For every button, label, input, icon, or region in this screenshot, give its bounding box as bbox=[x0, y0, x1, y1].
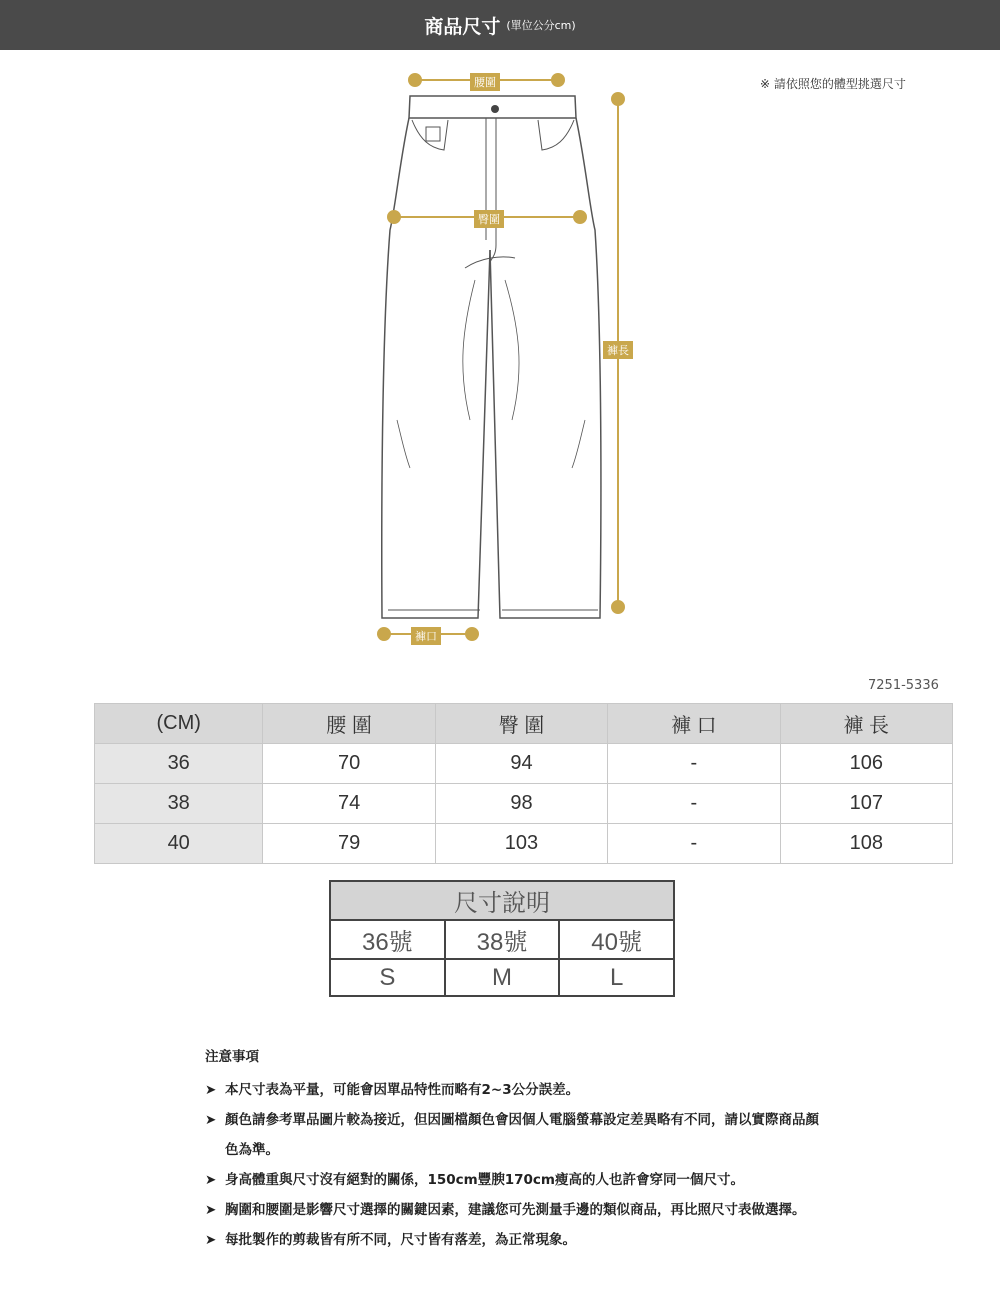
table-cell: 103 bbox=[435, 824, 607, 864]
table-row bbox=[95, 824, 953, 864]
table-row bbox=[330, 920, 674, 959]
table-cell: 74 bbox=[263, 784, 435, 824]
table-cell: 70 bbox=[263, 744, 435, 784]
size-number: 40號 bbox=[559, 920, 674, 959]
arrow-icon: ➤ bbox=[205, 1112, 217, 1128]
header-unit: (單位公分cm) bbox=[506, 19, 576, 32]
list-item bbox=[205, 1165, 825, 1195]
table-row bbox=[330, 959, 674, 996]
table-row bbox=[95, 744, 953, 784]
product-code: 7251-5336 bbox=[868, 678, 939, 693]
col-header: 腰 圍 bbox=[263, 704, 435, 744]
arrow-icon: ➤ bbox=[205, 1232, 217, 1248]
table-cell: 106 bbox=[780, 744, 952, 784]
table-cell: 94 bbox=[435, 744, 607, 784]
size-letter: M bbox=[445, 959, 560, 996]
table-cell: 36 bbox=[95, 744, 263, 784]
note-text: 顏色請參考單品圖片較為接近，但因圖檔顏色會因個人電腦螢幕設定差異略有不同，請以實際商品顏色為準。 bbox=[225, 1112, 819, 1158]
note-text: 身高體重與尺寸沒有絕對的關係，150cm豐腴170cm瘦高的人也許會穿同一個尺寸。 bbox=[225, 1172, 744, 1188]
size-number: 38號 bbox=[445, 920, 560, 959]
list-item bbox=[205, 1105, 825, 1165]
arrow-icon: ➤ bbox=[205, 1172, 217, 1188]
table-cell: 98 bbox=[435, 784, 607, 824]
size-table-header bbox=[95, 704, 953, 744]
size-explain-table bbox=[329, 880, 675, 997]
table-cell: - bbox=[608, 824, 780, 864]
size-number: 36號 bbox=[330, 920, 445, 959]
waist-label: 腰圍 bbox=[470, 73, 500, 91]
arrow-icon: ➤ bbox=[205, 1082, 217, 1098]
list-item bbox=[205, 1225, 825, 1255]
length-label: 褲長 bbox=[603, 341, 633, 359]
col-header: 褲 口 bbox=[608, 704, 780, 744]
notes-title: 注意事項 bbox=[205, 1049, 259, 1065]
size-explain-title: 尺寸說明 bbox=[330, 881, 674, 920]
table-cell: 108 bbox=[780, 824, 952, 864]
col-header: (CM) bbox=[95, 704, 263, 744]
table-cell: 107 bbox=[780, 784, 952, 824]
note-text: 每批製作的剪裁皆有所不同，尺寸皆有落差，為正常現象。 bbox=[225, 1232, 576, 1248]
size-letter: L bbox=[559, 959, 674, 996]
list-item bbox=[205, 1195, 825, 1225]
size-note: ※ 請依照您的體型挑選尺寸 bbox=[760, 77, 906, 91]
list-item bbox=[205, 1075, 825, 1105]
col-header: 臀 圍 bbox=[435, 704, 607, 744]
arrow-icon: ➤ bbox=[205, 1202, 217, 1218]
table-cell: 40 bbox=[95, 824, 263, 864]
hem-label: 褲口 bbox=[411, 627, 441, 645]
table-cell: 79 bbox=[263, 824, 435, 864]
table-cell: - bbox=[608, 784, 780, 824]
note-text: 本尺寸表為平量，可能會因單品特性而略有2~3公分誤差。 bbox=[225, 1082, 580, 1098]
table-cell: 38 bbox=[95, 784, 263, 824]
table-cell: - bbox=[608, 744, 780, 784]
hip-label: 臀圍 bbox=[474, 210, 504, 228]
size-table bbox=[94, 703, 953, 864]
size-letter: S bbox=[330, 959, 445, 996]
table-row bbox=[95, 784, 953, 824]
notes-section bbox=[205, 1045, 825, 1255]
header-title: 商品尺寸 bbox=[424, 15, 501, 38]
col-header: 褲 長 bbox=[780, 704, 952, 744]
note-text: 胸圍和腰圍是影響尺寸選擇的關鍵因素，建議您可先測量手邊的類似商品，再比照尺寸表做選擇。 bbox=[225, 1202, 806, 1218]
